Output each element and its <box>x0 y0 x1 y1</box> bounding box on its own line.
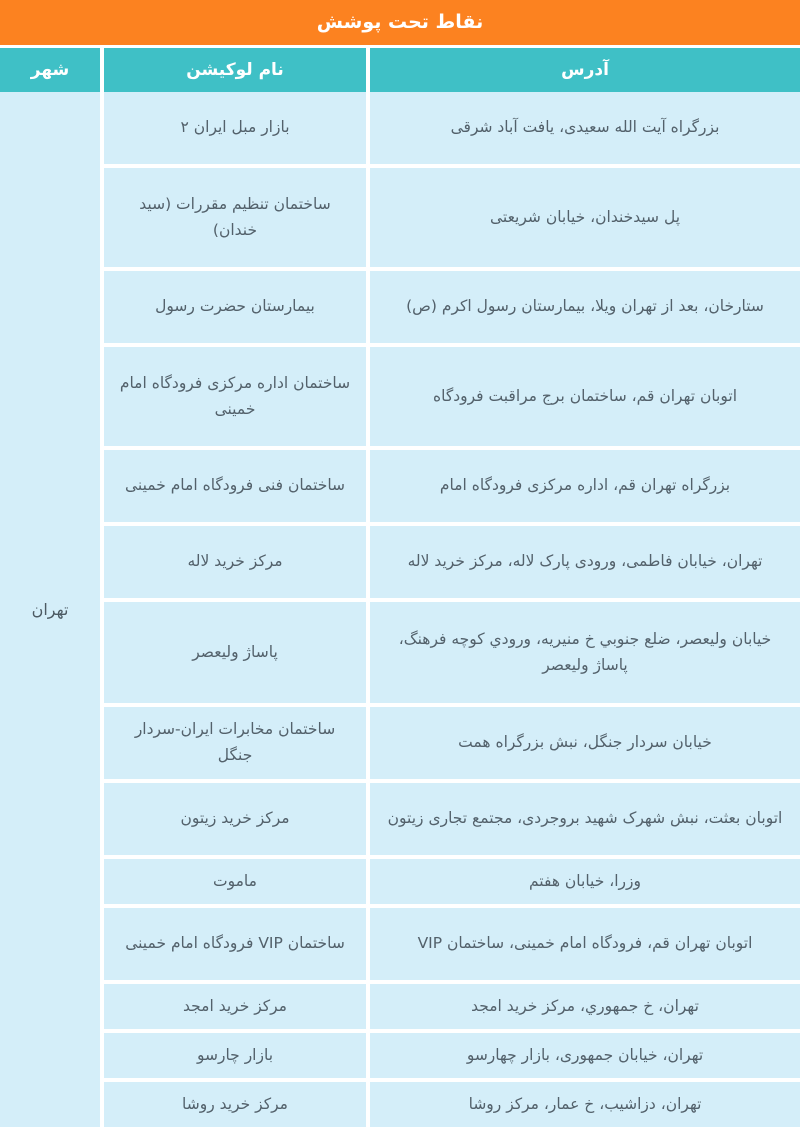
cell-address: اتوبان تهران قم، فرودگاه امام خمینی، ساختمان VIP <box>370 908 800 980</box>
column-header-location: نام لوکیشن <box>104 48 366 92</box>
cell-location: ساختمان مخابرات ایران-سردار جنگل <box>104 707 366 779</box>
column-header-city: شهر <box>0 48 100 92</box>
table-header-row <box>0 45 800 92</box>
cell-address: ستارخان، بعد از تهران ویلا، بیمارستان رسول اکرم (ص) <box>370 271 800 343</box>
table-row <box>104 859 800 904</box>
table-rows <box>104 92 800 1127</box>
cell-address: خیابان سردار جنگل، نبش بزرگراه همت <box>370 707 800 779</box>
cell-address: بزرگراه آیت الله سعیدی، یافت آباد شرقی <box>370 92 800 164</box>
table-row <box>104 526 800 598</box>
table-row <box>104 908 800 980</box>
table-row <box>104 347 800 446</box>
cell-location: مرکز خرید لاله <box>104 526 366 598</box>
cell-address: خیابان ولیعصر، ضلع جنوبي خ منیریه، ورودي کوچه فرهنگ، پاساژ ولیعصر <box>370 602 800 703</box>
cell-address: اتوبان بعثت، نبش شهرک شهید بروجردی، مجتمع تجاری زیتون <box>370 783 800 855</box>
table-row <box>104 783 800 855</box>
page-title: نقاط تحت پوشش <box>0 0 800 45</box>
table-row <box>104 92 800 164</box>
cell-location: ساختمان فنی فرودگاه امام خمینی <box>104 450 366 522</box>
cell-address: بزرگراه تهران قم، اداره مرکزی فرودگاه امام <box>370 450 800 522</box>
cell-location: ساختمان تنظیم مقررات (سید خندان) <box>104 168 366 267</box>
cell-address: اتوبان تهران قم، ساختمان برج مراقبت فرودگاه <box>370 347 800 446</box>
cell-location: پاساژ ولیعصر <box>104 602 366 703</box>
table-grid <box>0 45 800 1127</box>
cell-location: مرکز خرید روشا <box>104 1082 366 1127</box>
cell-location: ساختمان اداره مرکزی فرودگاه امام خمینی <box>104 347 366 446</box>
cell-address: تهران، خیابان جمهوری، بازار چهارسو <box>370 1033 800 1078</box>
cell-location: بازار چارسو <box>104 1033 366 1078</box>
cell-address: وزرا، خیابان هفتم <box>370 859 800 904</box>
cell-location: بازار مبل ایران ۲ <box>104 92 366 164</box>
cell-location: بیمارستان حضرت رسول <box>104 271 366 343</box>
cell-location: ماموت <box>104 859 366 904</box>
table-row <box>104 602 800 703</box>
cell-address: پل سیدخندان، خیابان شریعتی <box>370 168 800 267</box>
table-body <box>0 92 800 1127</box>
cell-city: تهران <box>0 92 100 1127</box>
table-row <box>104 1033 800 1078</box>
table-row <box>104 1082 800 1127</box>
cell-location: مرکز خرید امجد <box>104 984 366 1029</box>
column-header-address: آدرس <box>370 48 800 92</box>
cell-address: تهران، خ جمهوري، مرکز خرید امجد <box>370 984 800 1029</box>
table-row <box>104 707 800 779</box>
cell-location: مرکز خرید زیتون <box>104 783 366 855</box>
table-row <box>104 271 800 343</box>
table-row <box>104 168 800 267</box>
table-row <box>104 984 800 1029</box>
cell-location: ساختمان VIP فرودگاه امام خمینی <box>104 908 366 980</box>
cell-address: تهران، دزاشیب، خ عمار، مرکز روشا <box>370 1082 800 1127</box>
table-row <box>104 450 800 522</box>
cell-address: تهران، خیابان فاطمی، ورودی پارک لاله، مرکز خرید لاله <box>370 526 800 598</box>
